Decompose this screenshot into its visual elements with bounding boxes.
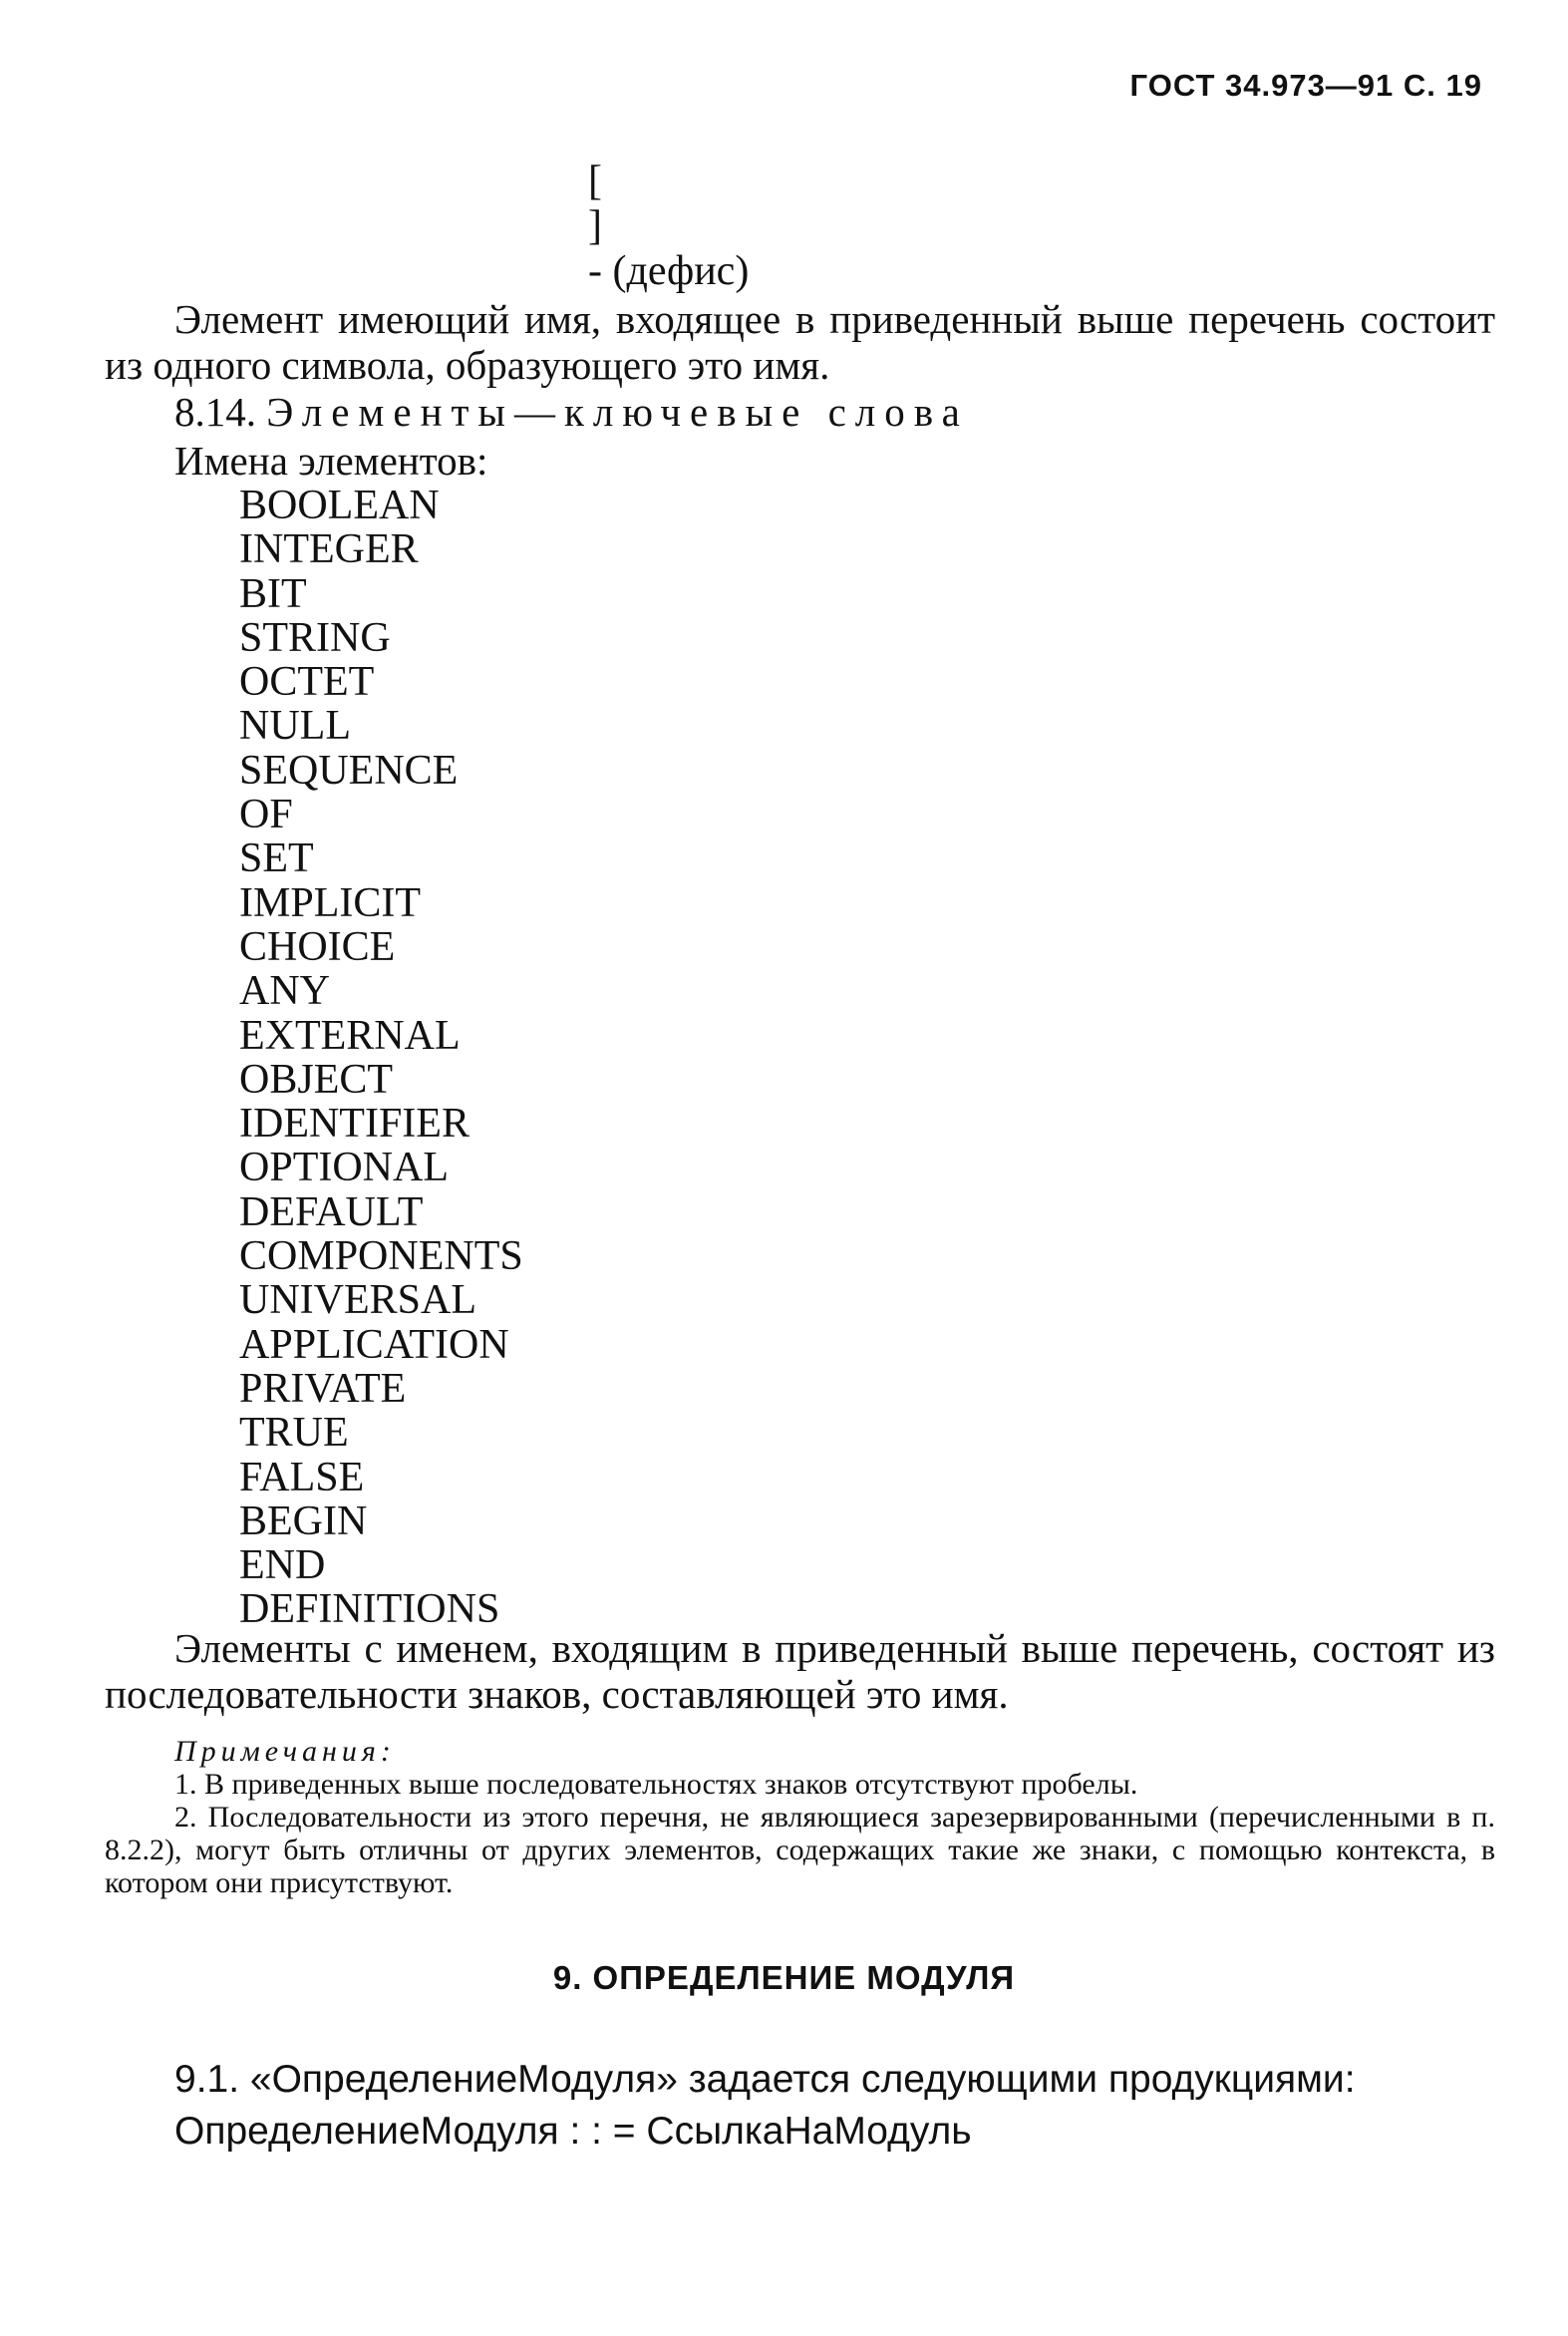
keyword-item: BIT bbox=[239, 570, 307, 617]
keyword-item: IDENTIFIER bbox=[239, 1101, 470, 1148]
keyword-item: ANY bbox=[239, 968, 330, 1015]
keyword-item: CHOICE bbox=[239, 923, 396, 970]
keyword-item: SET bbox=[239, 835, 314, 882]
section-8-14-title bbox=[174, 389, 969, 435]
keyword-item: COMPONENTS bbox=[239, 1233, 523, 1280]
keyword-item: SEQUENCE bbox=[239, 747, 459, 794]
production-intro: 9.1. «ОпределениеМодуля» задается следующими продукциями: bbox=[174, 2058, 1356, 2101]
symbol-item: - (дефис) bbox=[588, 248, 750, 294]
keyword-item: DEFAULT bbox=[239, 1188, 424, 1235]
keyword-item: TRUE bbox=[239, 1410, 349, 1457]
keyword-item: INTEGER bbox=[239, 526, 419, 573]
running-header: ГОСТ 34.973—91 С. 19 bbox=[1129, 68, 1482, 103]
keyword-item: DEFINITIONS bbox=[239, 1586, 500, 1633]
keyword-item: OF bbox=[239, 792, 293, 838]
keyword-item: PRIVATE bbox=[239, 1365, 407, 1412]
paragraph-single-char-elements bbox=[105, 296, 1495, 388]
symbol-item: [ bbox=[588, 159, 602, 204]
keyword-item: END bbox=[239, 1542, 326, 1589]
keyword-item: OCTET bbox=[239, 659, 375, 706]
symbol-list bbox=[588, 160, 749, 294]
paragraph-text: Элементы с именем, входящим в приведенный выше перечень, состоят из последовательности знаков, составляющей это имя. bbox=[105, 1625, 1495, 1717]
production-rule: ОпределениеМодуля : : = СсылкаНаМодуль bbox=[174, 2110, 972, 2153]
keyword-item: IMPLICIT bbox=[239, 879, 421, 926]
note-item: 2. Последовательности из этого перечня, не являющиеся зарезервированными (перечисленными в п. 8.2.2), могут быть отличны от других элементов, содержащих такие же знаки, с помощью контекста, в котором они присутствуют. bbox=[105, 1801, 1495, 1899]
keyword-item: STRING bbox=[239, 614, 391, 661]
keyword-list bbox=[239, 484, 523, 1632]
notes-block bbox=[105, 1735, 1495, 1899]
section-9-body bbox=[174, 2054, 1356, 2158]
keyword-item: APPLICATION bbox=[239, 1321, 509, 1368]
keyword-item: NULL bbox=[239, 703, 351, 750]
keyword-item: EXTERNAL bbox=[239, 1012, 461, 1059]
note-item: 1. В приведенных выше последовательностях знаков отсутствуют пробелы. bbox=[174, 1768, 1138, 1801]
keyword-item: BEGIN bbox=[239, 1498, 368, 1544]
keyword-item: OBJECT bbox=[239, 1056, 394, 1103]
keyword-item: UNIVERSAL bbox=[239, 1277, 476, 1324]
paragraph-text: Элемент имеющий имя, входящее в приведенный выше перечень состоит из одного символа, образующего это имя. bbox=[105, 296, 1495, 388]
paragraph-keyword-elements bbox=[105, 1625, 1495, 1717]
keyword-item: BOOLEAN bbox=[239, 483, 440, 528]
section-title-text: Элементы—ключевые слова bbox=[266, 389, 969, 435]
element-names-label: Имена элементов: bbox=[174, 438, 488, 484]
keyword-item: OPTIONAL bbox=[239, 1145, 449, 1191]
notes-title: Примечания: bbox=[174, 1735, 396, 1768]
symbol-item: ] bbox=[588, 203, 602, 249]
keyword-item: FALSE bbox=[239, 1454, 365, 1501]
section-9-heading: 9. ОПРЕДЕЛЕНИЕ МОДУЛЯ bbox=[552, 1959, 1016, 1996]
section-number: 8.14. bbox=[174, 389, 256, 435]
